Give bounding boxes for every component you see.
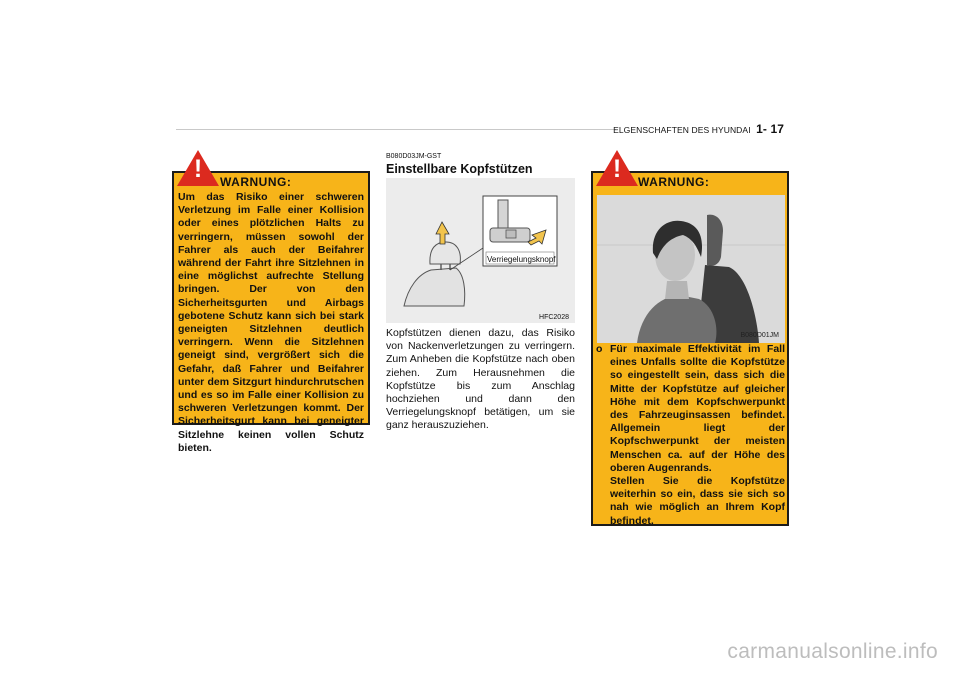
left-warning-text: Um das Risiko einer schweren Verletzung im Falle einer Kollision oder eines plötzlichen Halts zu verringern, müssen sowohl der Fahrer als auch der Beifahrer während der Fahrt ihre Sitzlehnen in eine möglichst aufrechte Stellung bringen. Der von den Sicherheitsgurten und Airbags gebotene Schutz kann sich bei stark geneigten Sitzlehnen deutlich verringern. Wenn die Sitzlehnen geneigt sind, vergrößert sich die Gefahr, daß Fahrer und Beifahrer unter dem Sitzgurt hindurchrutschen und es so im Falle einer Kollision zu schweren Verletzungen kommt. Der Sicherheitsgurt kann bei geneigter Sitzlehne keinen vollen Schutz bieten. [178, 191, 364, 454]
bullet-marker: o [596, 343, 603, 355]
left-warning-title: WARNUNG: [220, 175, 292, 189]
header-section: ELGENSCHAFTEN DES HYUNDAI [613, 125, 751, 135]
right-warning-title: WARNUNG: [638, 175, 710, 189]
warning-triangle-icon: ! [177, 150, 219, 186]
headrest-illustration [386, 178, 575, 323]
headrest-photo [597, 195, 785, 343]
list-item [596, 343, 785, 528]
watermark: carmanualsonline.info [727, 640, 938, 663]
section-body: Kopfstützen dienen dazu, das Risiko von Nackenverletzungen zu verringern. Zum Anheben die Kopfstütze nach oben ziehen. Zum Herausnehmen die Kopfstütze bis zum Anschlag hochziehen und dann den Verriegelungsknopf betätigen, um sie ganz herauszuziehen. [386, 327, 575, 432]
section-title: Einstellbare Kopfstützen [386, 162, 533, 176]
headrest-figure [386, 178, 575, 323]
left-warning-box [172, 171, 370, 454]
right-warning-text-2: Stellen Sie die Kopfstütze weiterhin so ein, dass sie sich so nah wie möglich an Ihrem Kopf befindet. [610, 475, 785, 527]
figure-label: Verriegelungsknopf [487, 255, 556, 264]
figure-code: HFC2028 [539, 314, 569, 321]
warning-triangle-icon: ! [596, 150, 638, 186]
right-warning-list [596, 343, 785, 528]
driver-photo-illustration [597, 195, 785, 343]
right-warning-text: Für maximale Effektivität im Fall eines Unfalls sollte die Kopfstütze so eingestellt sein, dass sich die Mitte der Kopfstütze auf gleicher Höhe mit dem Kopfschwerpunkt des Fahrzeuginsassen befindet. Allgemein liegt der Kopfschwerpunkt der meisten Menschen ca. auf der Höhe des oberen Augenrands. [610, 343, 785, 474]
header-rule [176, 129, 616, 130]
page-header [613, 122, 784, 136]
photo-code: B080D01JM [740, 332, 779, 339]
page-number: 1- 17 [756, 122, 784, 136]
section-code: B080D03JM-GST [386, 153, 442, 160]
